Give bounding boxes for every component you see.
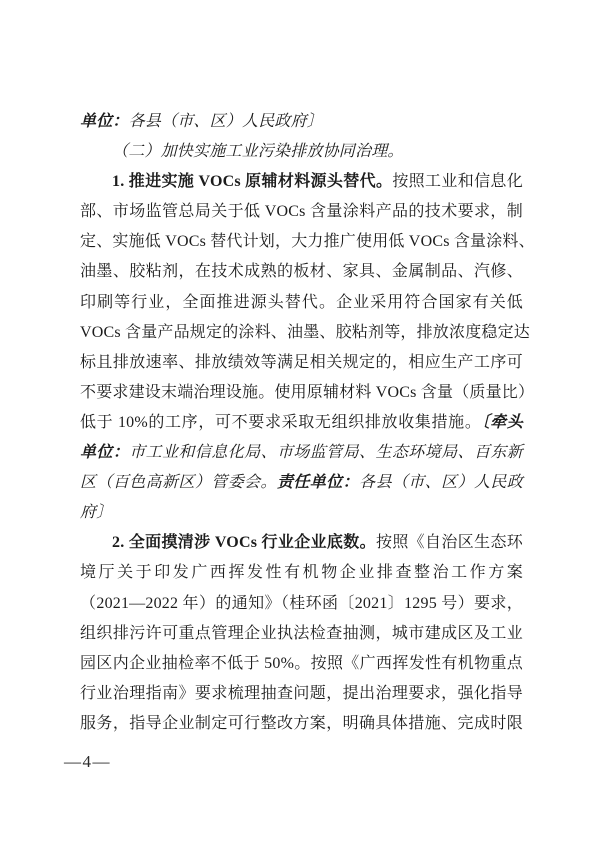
- text-segment-normal: 按照《自治区生态环: [375, 534, 523, 552]
- text-segment-normal: 按照工业和信息化: [392, 173, 523, 191]
- text-line: [80, 107, 523, 137]
- text-line: [80, 167, 523, 197]
- text-segment-normal: 园区内企业抽检率不低于 50%。按照《广西挥发性有机物重点: [80, 654, 523, 672]
- text-segment-normal: 组织排污许可重点管理企业执法检查抽测，城市建成区及工业: [80, 624, 523, 642]
- text-segment-normal: 服务，指导企业制定可行整改方案，明确具体措施、完成时限: [80, 714, 523, 732]
- text-line: [80, 257, 523, 287]
- text-segment-normal: 定、实施低 VOCs 替代计划，大力推广使用低 VOCs 含量涂料、: [80, 233, 535, 251]
- text-segment-kai-bold: 单位：: [80, 113, 129, 130]
- text-segment-normal: 低于 10%的工序，可不要求采取无组织排放收集措施。: [80, 413, 482, 431]
- text-segment-normal: 行业治理指南》要求梳理抽查问题，提出治理要求，强化指导: [80, 684, 523, 702]
- text-line: [80, 619, 523, 649]
- text-segment-kai-bold: 〔牵头: [481, 413, 523, 431]
- text-line: [80, 408, 523, 438]
- text-line: [80, 318, 531, 348]
- text-line: [80, 348, 523, 378]
- text-line: [80, 468, 523, 498]
- text-line: [80, 649, 523, 679]
- text-line: [80, 498, 523, 528]
- text-segment-normal: VOCs 含量产品规定的涂料、油墨、胶粘剂等，排放浓度稳定达: [80, 323, 531, 341]
- text-segment-normal: 印刷等行业，全面推进源头替代。企业采用符合国家有关低: [80, 293, 523, 311]
- text-line: [80, 709, 523, 739]
- document-body: [80, 107, 535, 739]
- text-segment-kai: （二）加快实施工业污染排放协同治理。: [112, 143, 404, 161]
- text-line: [80, 227, 535, 257]
- text-segment-normal: 境厅关于印发广西挥发性有机物企业排查整治工作方案: [80, 564, 523, 582]
- text-segment-kai: 各县（市、区）人民政: [359, 474, 523, 492]
- text-line: [80, 589, 523, 619]
- text-segment-kai-bold: 责任单位：: [276, 474, 360, 492]
- text-segment-kai: 市工业和信息化局、市场监管局、生态环境局、百东新: [129, 444, 523, 462]
- text-line: [80, 528, 523, 558]
- text-segment-normal: 不要求建设末端治理设施。使用原辅材料 VOCs 含量（质量比）: [80, 383, 535, 401]
- text-segment-kai: 各县（市、区）人民政府〕: [128, 113, 324, 130]
- text-segment-kai-bold: 单位：: [80, 444, 130, 462]
- text-segment-normal: 油墨、胶粘剂，在技术成熟的板材、家具、金属制品、汽修、: [80, 263, 523, 281]
- text-segment-kai: 府〕: [80, 504, 113, 522]
- document-lines: [80, 107, 535, 739]
- text-line: [80, 679, 523, 709]
- text-line: [80, 438, 523, 468]
- text-segment-kai: 区（百色高新区）管委会。: [80, 474, 277, 492]
- text-segment-normal: 标且排放速率、排放绩效等满足相关规定的，相应生产工序可: [80, 353, 523, 371]
- text-line: [80, 288, 523, 318]
- page-number: —4—: [64, 752, 111, 771]
- text-line: [80, 558, 523, 588]
- text-segment-normal: 部、市场监管总局关于低 VOCs 含量涂料产品的技术要求，制: [80, 203, 523, 221]
- text-segment-normal: （2021—2022 年）的通知》（桂环函〔2021〕1295 号）要求，: [80, 594, 523, 612]
- text-line: [80, 197, 523, 227]
- text-line: [80, 137, 523, 167]
- text-line: [80, 378, 535, 408]
- text-segment-bold: 2. 全面摸清涉 VOCs 行业企业底数。: [112, 534, 376, 552]
- text-segment-bold: 1. 推进实施 VOCs 原辅材料源头替代。: [112, 173, 393, 191]
